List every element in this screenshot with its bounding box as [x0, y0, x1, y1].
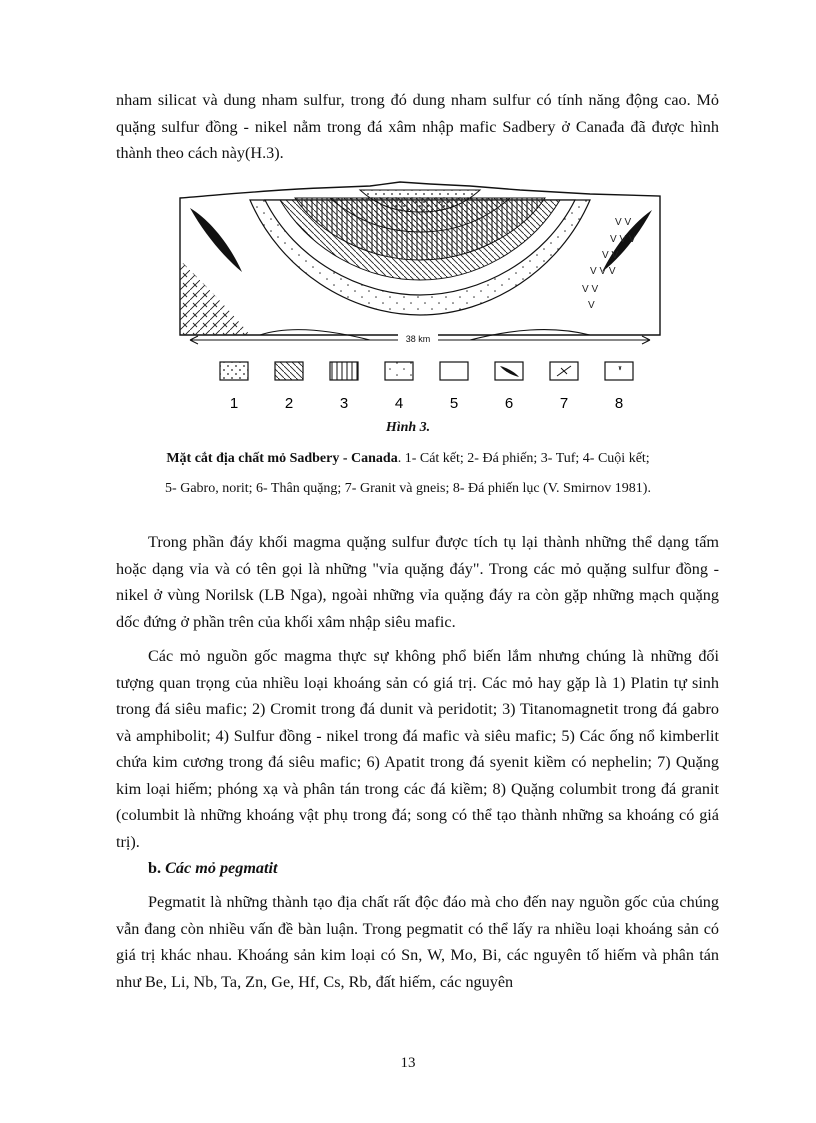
svg-text:1: 1	[229, 395, 239, 412]
legend	[220, 362, 633, 412]
cross-section	[180, 182, 660, 344]
legend-item-3	[330, 362, 358, 412]
svg-text:5: 5	[449, 395, 459, 412]
svg-text:8: 8	[614, 395, 624, 412]
figure-caption-rest: . 1- Cát kết; 2- Đá phiến; 3- Tuf; 4- Cuội kết;	[397, 451, 650, 466]
scale-label: 38 km	[405, 334, 431, 344]
section-heading-title: Các mỏ pegmatit	[165, 859, 278, 877]
svg-text:V V: V V	[582, 284, 599, 295]
paragraph-pegmatite: Pegmatit là những thành tạo địa chất rất độc đáo mà cho đến nay nguồn gốc của chúng vẫn đang còn nhiều vấn đề bàn luận. Trong pegmatit có thể lấy ra nhiều loại khoáng sản có giá trị khác nhau. Khoáng sản kim loại có Sn, W, Mo, Bi, các nguyên tố hiếm và phân tán như Be, Li, Nb, Ta, Zn, Ge, Hf, Cs, Rb, đất hiếm, các nguyên	[116, 893, 719, 991]
figure-title: Hình 3.	[385, 420, 431, 435]
legend-item-6	[495, 362, 523, 412]
figure-caption-line-1	[0, 451, 816, 467]
legend-item-2	[275, 362, 303, 412]
svg-text:7: 7	[559, 395, 569, 412]
legend-item-7	[550, 362, 578, 412]
svg-text:V: V	[588, 300, 595, 311]
paragraph-bottom-ore-layers: Trong phần đáy khối magma quặng sulfur được tích tụ lại thành những thể dạng tấm hoặc dạng vỉa và có tên gọi là những "vỉa quặng đáy". Trong các mỏ quặng sulfur đồng - nikel ở vùng Norilsk (LB Nga), ngoài những vỉa quặng đáy ra còn gặp những mạch quặng dốc đứng ở phần trên của khối xâm nhập siêu mafic.	[116, 533, 719, 631]
svg-text:V V V: V V V	[590, 266, 616, 277]
svg-text:4: 4	[394, 395, 404, 412]
figure-caption-line-2: 5- Gabro, norit; 6- Thân quặng; 7- Granit và gneis; 8- Đá phiến lục (V. Smirnov 1981).	[165, 481, 651, 496]
svg-text:6: 6	[504, 395, 514, 412]
legend-item-1	[220, 362, 248, 412]
svg-text:V V V: V V V	[610, 234, 636, 245]
svg-text:3: 3	[339, 395, 349, 412]
legend-item-8	[605, 362, 633, 412]
paragraph-intro: nham silicat và dung nham sulfur, trong đó dung nham sulfur có tính năng động cao. Mỏ quặng sulfur đồng - nikel nằm trong đá xâm nhập mafic Sadbery ở Canađa đã được hình thành theo cách này(H.3).	[116, 91, 719, 162]
page-number: 13	[400, 1055, 416, 1071]
legend-item-4	[385, 362, 413, 412]
geological-cross-section-figure	[170, 180, 670, 415]
section-heading	[148, 859, 278, 878]
svg-text:V V: V V	[615, 217, 632, 228]
svg-text:2: 2	[284, 395, 294, 412]
section-heading-prefix: b.	[148, 859, 166, 877]
svg-text:V V: V V	[602, 250, 619, 261]
figure-caption-bold: Mặt cắt địa chất mỏ Sadbery - Canada	[166, 451, 398, 466]
paragraph-magmatic-deposits: Các mỏ nguồn gốc magma thực sự không phổ biến lắm nhưng chúng là những đối tượng quan trọng của nhiều loại khoáng sản có giá trị. Các mỏ hay gặp là 1) Platin tự sinh trong đá siêu mafic; 2) Cromit trong đá dunit và peridotit; 3) Titanomagnetit trong đá gabro và amphibolit; 4) Sulfur đồng - nikel trong đá mafic và siêu mafic; 5) Các ống nổ kimberlit chứa kim cương trong đá siêu mafic; 6) Apatit trong đá syenit kiềm có nephelin; 7) Quặng kim loại hiếm; phóng xạ và phân tán trong các đá kiềm; 8) Quặng columbit trong đá granit (columbit là những khoáng vật phụ trong đá; song có thể tạo thành những sa khoáng có giá trị).	[116, 647, 719, 851]
legend-item-5	[440, 362, 468, 412]
